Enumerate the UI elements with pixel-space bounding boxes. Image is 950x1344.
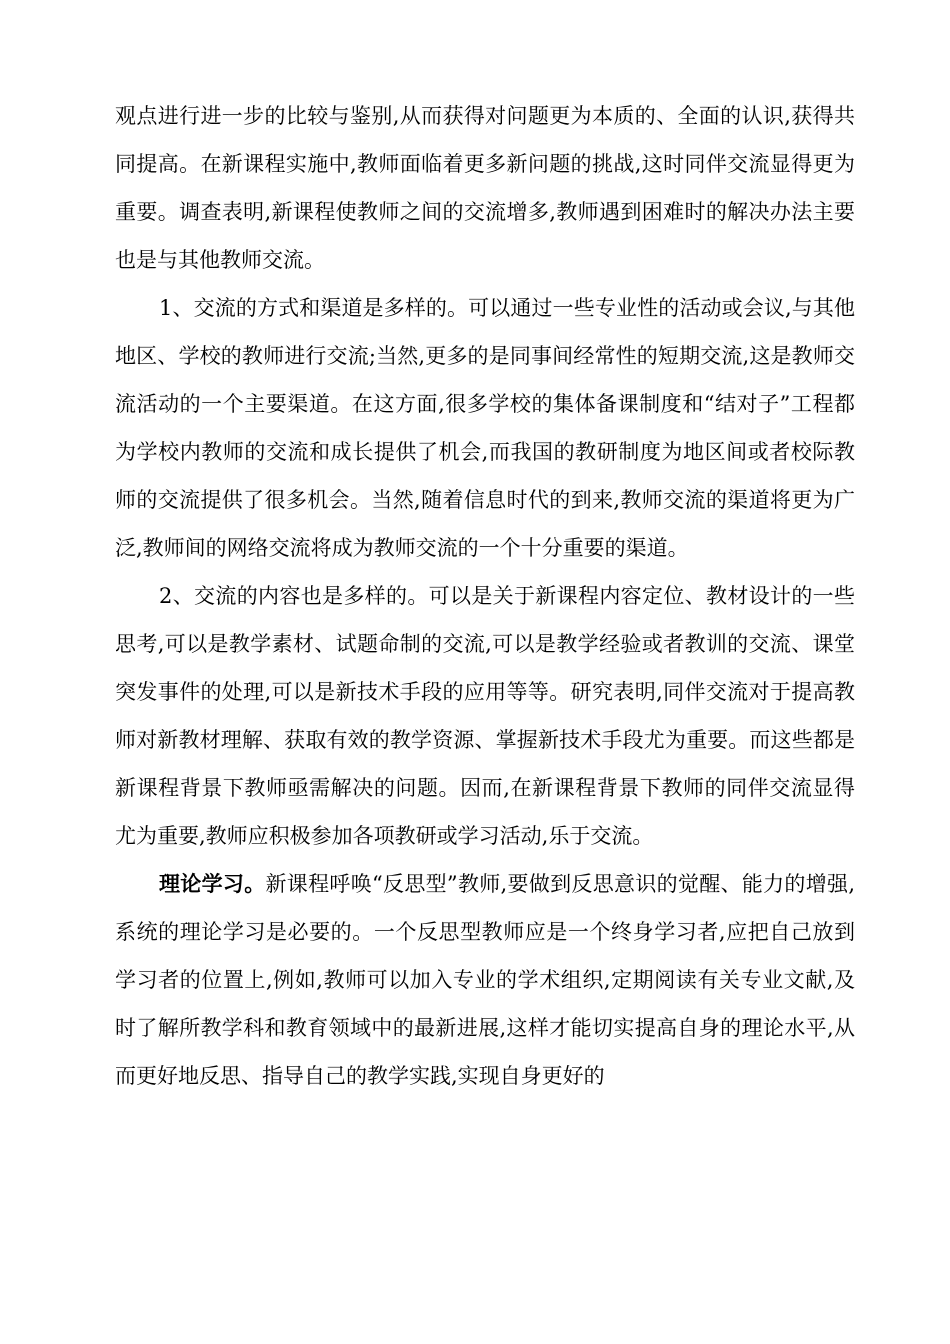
paragraph-body: 新课程呼唤“反思型”教师,要做到反思意识的觉醒、能力的增强,系统的理论学习是必要的。一个反思型教师应是一个终身学习者,应把自己放到学习者的位置上,例如,教师可以加入专业的学术组织,定期阅读有关专业文献,及时了解所教学科和教育领域中的最新进展,这样才能切实提高自身的理论水平,从而更好地反思、指导自己的教学实践,实现自身更好的 xyxy=(115,872,855,1088)
paragraph-continuation: 观点进行进一步的比较与鉴别,从而获得对问题更为本质的、全面的认识,获得共同提高。在新课程实施中,教师面临着更多新问题的挑战,这时同伴交流显得更为重要。调查表明,新课程使教师之间的交流增多,教师遇到困难时的解决办法主要也是与其他教师交流。 xyxy=(115,104,855,272)
paragraph-exchange-content: 2、交流的内容也是多样的。可以是关于新课程内容定位、教材设计的一些思考,可以是教学素材、试题命制的交流,可以是教学经验或者教训的交流、课堂突发事件的处理,可以是新技术手段的应用等等。研究表明,同伴交流对于提高教师对新教材理解、获取有效的教学资源、掌握新技术手段尤为重要。而这些都是新课程背景下教师亟需解决的问题。因而,在新课程背景下教师的同伴交流显得尤为重要,教师应积极参加各项教研或学习活动,乐于交流。 xyxy=(115,584,855,848)
paragraph-theory-study xyxy=(115,860,855,1100)
document-page xyxy=(115,92,855,1100)
paragraph-heading: 理论学习。 xyxy=(159,871,266,896)
paragraph-exchange-channels: 1、交流的方式和渠道是多样的。可以通过一些专业性的活动或会议,与其他地区、学校的教师进行交流;当然,更多的是同事间经常性的短期交流,这是教师交流活动的一个主要渠道。在这方面,很多学校的集体备课制度和“结对子”工程都为学校内教师的交流和成长提供了机会,而我国的教研制度为地区间或者校际教师的交流提供了很多机会。当然,随着信息时代的到来,教师交流的渠道将更为广泛,教师间的网络交流将成为教师交流的一个十分重要的渠道。 xyxy=(115,296,855,560)
